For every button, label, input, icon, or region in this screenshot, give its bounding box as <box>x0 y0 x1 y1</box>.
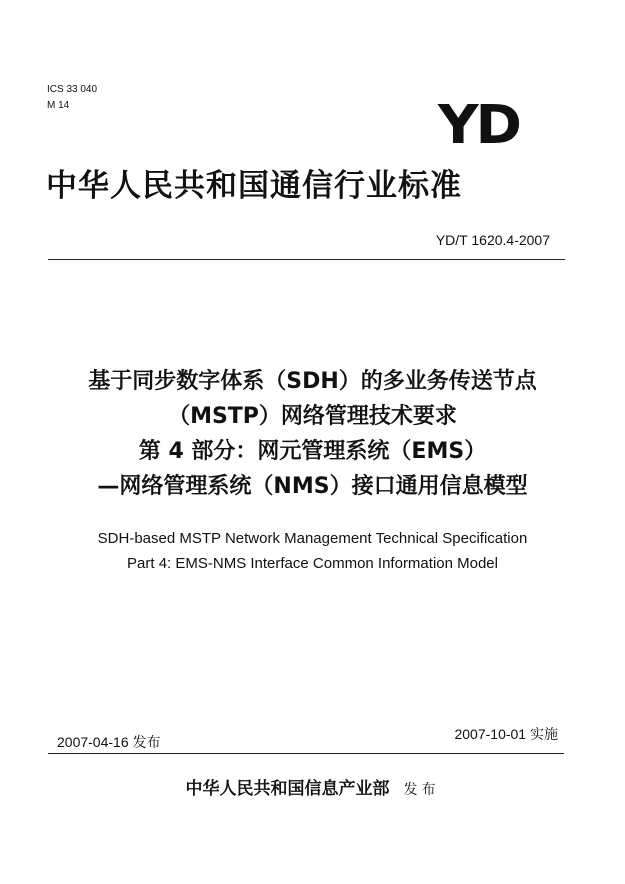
document-title-english <box>0 526 625 576</box>
bottom-divider <box>48 753 564 754</box>
ccs-code: M 14 <box>47 100 70 111</box>
document-title-chinese <box>0 364 625 504</box>
yd-logo: YD <box>437 94 519 157</box>
title-line-4: —网络管理系统（NMS）接口通用信息模型 <box>97 474 528 499</box>
english-title-line-2: Part 4: EMS-NMS Interface Common Information Model <box>127 555 498 572</box>
implementation-date: 2007-10-01 实施 <box>454 726 558 742</box>
standard-number: YD/T 1620.4-2007 <box>435 232 550 248</box>
title-line-2: （MSTP）网络管理技术要求 <box>168 404 457 429</box>
english-title-line-1: SDH-based MSTP Network Management Technical Specification <box>97 530 528 547</box>
title-line-1: 基于同步数字体系（SDH）的多业务传送节点 <box>88 369 537 394</box>
top-divider <box>48 259 565 260</box>
publisher-line <box>0 774 625 799</box>
publisher-action: 发布 <box>403 782 440 798</box>
ics-code: ICS 33 040 <box>47 84 98 95</box>
standard-title: 中华人民共和国通信行业标准 <box>46 168 462 204</box>
issue-date: 2007-04-16 发布 <box>57 734 161 750</box>
publisher-organization: 中华人民共和国信息产业部 <box>185 779 390 799</box>
title-line-3: 第 4 部分：网元管理系统（EMS） <box>138 439 487 464</box>
